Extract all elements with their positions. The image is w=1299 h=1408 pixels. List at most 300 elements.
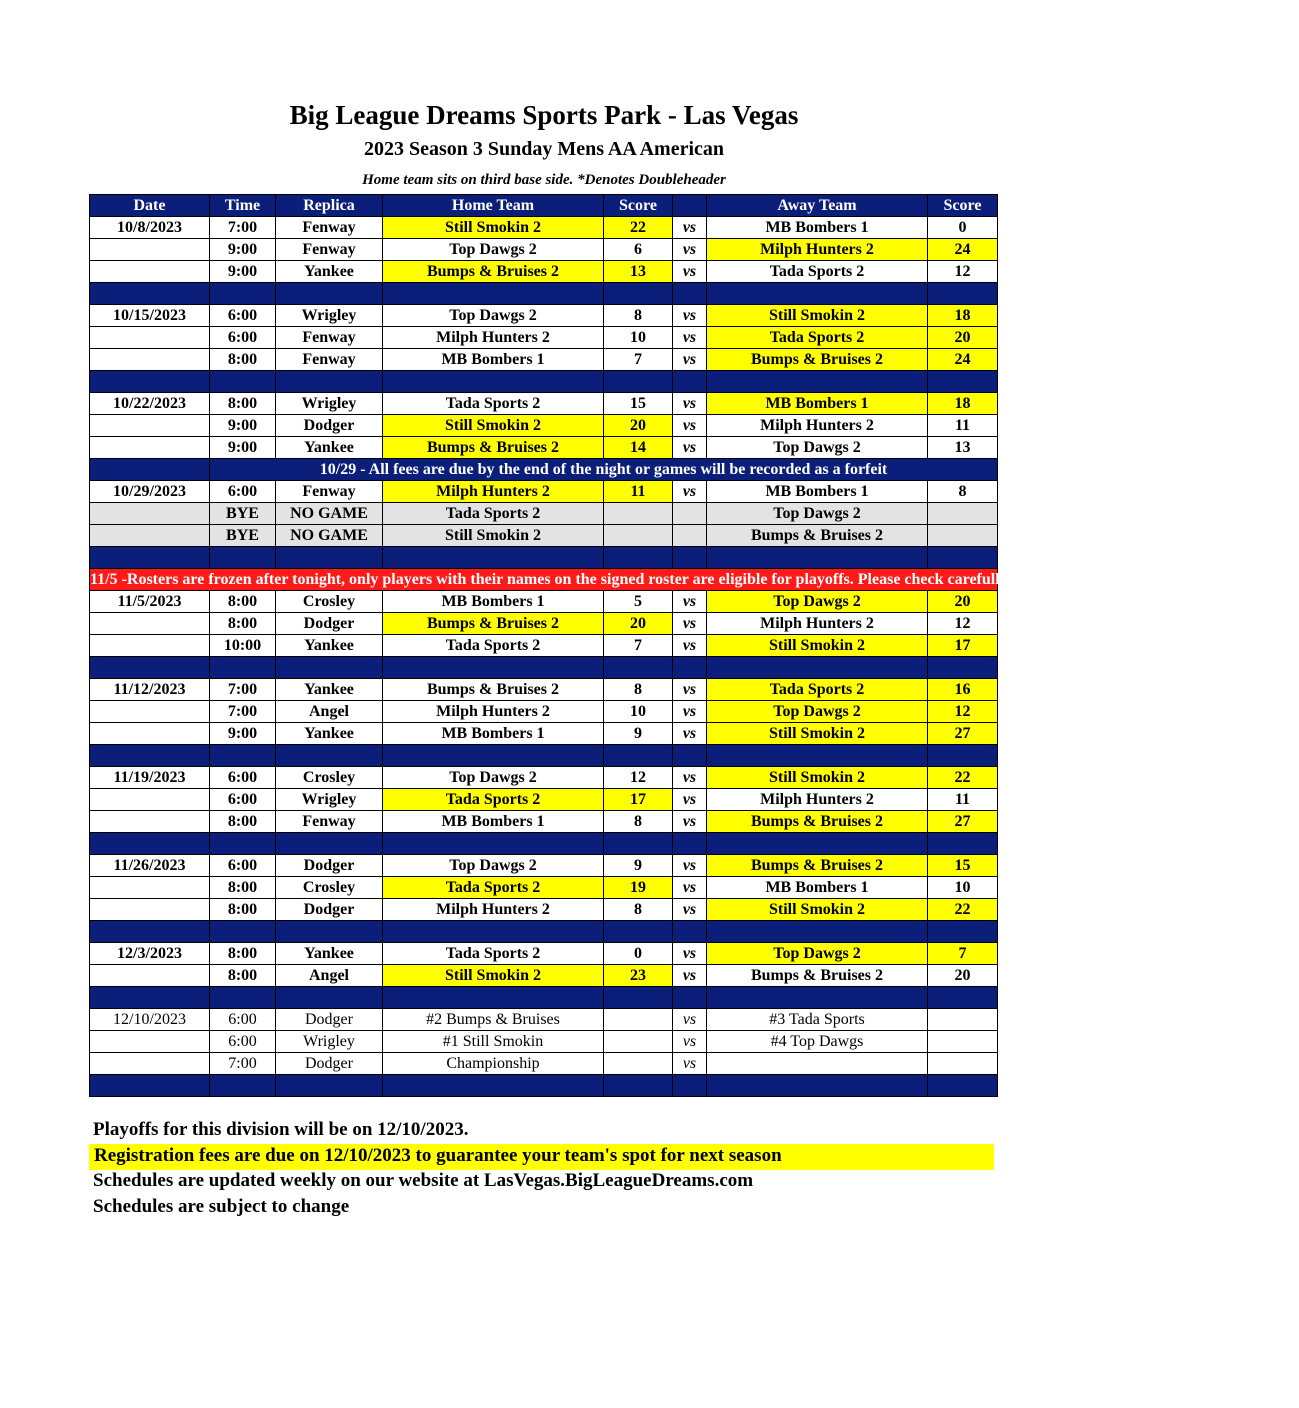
separator-cell bbox=[383, 833, 604, 855]
separator-cell bbox=[673, 283, 707, 305]
separator-cell bbox=[604, 283, 673, 305]
date-cell bbox=[90, 1053, 210, 1075]
home-score-cell: 11 bbox=[604, 481, 673, 503]
time-cell: 9:00 bbox=[210, 437, 276, 459]
away-score-cell: 15 bbox=[928, 855, 998, 877]
separator-cell bbox=[383, 987, 604, 1009]
home-team-cell: Milph Hunters 2 bbox=[383, 481, 604, 503]
game-row bbox=[90, 437, 998, 459]
date-cell bbox=[90, 899, 210, 921]
separator-cell bbox=[928, 371, 998, 393]
home-team-cell: Still Smokin 2 bbox=[383, 415, 604, 437]
home-score-cell: 22 bbox=[604, 217, 673, 239]
separator-cell bbox=[707, 283, 928, 305]
vs-cell: vs bbox=[673, 811, 707, 833]
vs-cell: vs bbox=[673, 679, 707, 701]
separator-cell bbox=[383, 921, 604, 943]
separator-cell bbox=[276, 547, 383, 569]
time-cell: 8:00 bbox=[210, 877, 276, 899]
vs-cell: vs bbox=[673, 1053, 707, 1075]
home-score-cell: 8 bbox=[604, 811, 673, 833]
game-row bbox=[90, 679, 998, 701]
home-score-cell: 9 bbox=[604, 723, 673, 745]
separator-cell bbox=[210, 547, 276, 569]
time-cell: 9:00 bbox=[210, 415, 276, 437]
game-row bbox=[90, 349, 998, 371]
separator-cell bbox=[210, 371, 276, 393]
home-score-cell: 20 bbox=[604, 415, 673, 437]
separator-row bbox=[90, 833, 998, 855]
replica-cell: Yankee bbox=[276, 723, 383, 745]
time-cell: 8:00 bbox=[210, 899, 276, 921]
home-team-cell: Bumps & Bruises 2 bbox=[383, 613, 604, 635]
away-team-cell: Tada Sports 2 bbox=[707, 261, 928, 283]
separator-cell bbox=[673, 745, 707, 767]
separator-cell bbox=[276, 1075, 383, 1097]
home-score-cell: 10 bbox=[604, 327, 673, 349]
home-team-cell: MB Bombers 1 bbox=[383, 591, 604, 613]
game-row bbox=[90, 393, 998, 415]
separator-row bbox=[90, 1075, 998, 1097]
home-score-cell: 14 bbox=[604, 437, 673, 459]
away-team-cell: Milph Hunters 2 bbox=[707, 789, 928, 811]
header-date: Date bbox=[90, 195, 210, 217]
date-cell bbox=[90, 789, 210, 811]
home-team-cell: Milph Hunters 2 bbox=[383, 899, 604, 921]
away-team-cell: Bumps & Bruises 2 bbox=[707, 349, 928, 371]
time-cell: 6:00 bbox=[210, 481, 276, 503]
away-team-cell: Bumps & Bruises 2 bbox=[707, 965, 928, 987]
away-team-cell: MB Bombers 1 bbox=[707, 877, 928, 899]
separator-cell bbox=[276, 921, 383, 943]
replica-cell: Crosley bbox=[276, 591, 383, 613]
time-cell: 6:00 bbox=[210, 767, 276, 789]
away-score-cell: 22 bbox=[928, 767, 998, 789]
home-team-cell: MB Bombers 1 bbox=[383, 811, 604, 833]
date-cell bbox=[90, 965, 210, 987]
vs-cell: vs bbox=[673, 481, 707, 503]
away-score-cell: 27 bbox=[928, 723, 998, 745]
playoff-row bbox=[90, 1009, 998, 1031]
time-cell: 6:00 bbox=[210, 1009, 276, 1031]
vs-cell: vs bbox=[673, 415, 707, 437]
time-cell: 8:00 bbox=[210, 393, 276, 415]
time-cell: BYE bbox=[210, 525, 276, 547]
away-score-cell: 0 bbox=[928, 217, 998, 239]
separator-cell bbox=[90, 657, 210, 679]
vs-cell: vs bbox=[673, 1031, 707, 1053]
alert-band-text: 11/5 -Rosters are frozen after tonight, only players with their names on the signed roster are eligible for playoffs. Please check carefully as changes will not be made for omissions. bbox=[90, 569, 998, 591]
game-row bbox=[90, 481, 998, 503]
notice-band-spacer bbox=[90, 459, 210, 481]
separator-cell bbox=[928, 283, 998, 305]
date-cell bbox=[90, 635, 210, 657]
time-cell: 7:00 bbox=[210, 701, 276, 723]
footer-change: Schedules are subject to change bbox=[93, 1196, 350, 1217]
vs-cell: vs bbox=[673, 943, 707, 965]
game-row bbox=[90, 899, 998, 921]
separator-cell bbox=[673, 833, 707, 855]
home-score-cell: 12 bbox=[604, 767, 673, 789]
away-score-cell: 7 bbox=[928, 943, 998, 965]
time-cell: 8:00 bbox=[210, 349, 276, 371]
home-score-cell bbox=[604, 1053, 673, 1075]
replica-cell: Dodger bbox=[276, 415, 383, 437]
replica-cell: NO GAME bbox=[276, 503, 383, 525]
date-cell bbox=[90, 701, 210, 723]
time-cell: 6:00 bbox=[210, 789, 276, 811]
vs-cell: vs bbox=[673, 261, 707, 283]
away-score-cell: 18 bbox=[928, 393, 998, 415]
date-cell: 11/26/2023 bbox=[90, 855, 210, 877]
home-team-cell: Tada Sports 2 bbox=[383, 393, 604, 415]
time-cell: 6:00 bbox=[210, 305, 276, 327]
game-row bbox=[90, 943, 998, 965]
home-score-cell: 19 bbox=[604, 877, 673, 899]
game-row bbox=[90, 965, 998, 987]
game-row bbox=[90, 701, 998, 723]
vs-cell: vs bbox=[673, 789, 707, 811]
away-team-cell: #4 Top Dawgs bbox=[707, 1031, 928, 1053]
separator-cell bbox=[928, 657, 998, 679]
away-score-cell: 8 bbox=[928, 481, 998, 503]
home-team-cell: Milph Hunters 2 bbox=[383, 327, 604, 349]
vs-cell: vs bbox=[673, 437, 707, 459]
vs-cell: vs bbox=[673, 701, 707, 723]
separator-cell bbox=[276, 371, 383, 393]
home-team-cell: Top Dawgs 2 bbox=[383, 239, 604, 261]
away-team-cell: Tada Sports 2 bbox=[707, 327, 928, 349]
separator-cell bbox=[604, 657, 673, 679]
away-team-cell: #3 Tada Sports bbox=[707, 1009, 928, 1031]
separator-cell bbox=[673, 921, 707, 943]
header-away-score: Score bbox=[928, 195, 998, 217]
vs-cell: vs bbox=[673, 723, 707, 745]
replica-cell: Dodger bbox=[276, 899, 383, 921]
separator-cell bbox=[707, 745, 928, 767]
separator-cell bbox=[673, 1075, 707, 1097]
away-team-cell: Bumps & Bruises 2 bbox=[707, 811, 928, 833]
date-cell: 10/15/2023 bbox=[90, 305, 210, 327]
vs-cell: vs bbox=[673, 239, 707, 261]
replica-cell: Yankee bbox=[276, 635, 383, 657]
header-replica: Replica bbox=[276, 195, 383, 217]
home-team-cell: Top Dawgs 2 bbox=[383, 767, 604, 789]
separator-cell bbox=[707, 921, 928, 943]
separator-cell bbox=[90, 987, 210, 1009]
date-cell: 12/10/2023 bbox=[90, 1009, 210, 1031]
replica-cell: Yankee bbox=[276, 943, 383, 965]
home-score-cell bbox=[604, 1031, 673, 1053]
separator-cell bbox=[383, 657, 604, 679]
away-team-cell: Tada Sports 2 bbox=[707, 679, 928, 701]
separator-cell bbox=[276, 987, 383, 1009]
separator-cell bbox=[210, 833, 276, 855]
date-cell: 10/8/2023 bbox=[90, 217, 210, 239]
separator-cell bbox=[383, 1075, 604, 1097]
away-score-cell: 16 bbox=[928, 679, 998, 701]
home-score-cell: 9 bbox=[604, 855, 673, 877]
page-subtitle: 2023 Season 3 Sunday Mens AA American bbox=[363, 138, 725, 160]
replica-cell: Dodger bbox=[276, 613, 383, 635]
date-cell bbox=[90, 613, 210, 635]
replica-cell: Dodger bbox=[276, 1009, 383, 1031]
vs-cell: vs bbox=[673, 965, 707, 987]
away-team-cell: Still Smokin 2 bbox=[707, 635, 928, 657]
separator-cell bbox=[928, 745, 998, 767]
home-team-cell: #1 Still Smokin bbox=[383, 1031, 604, 1053]
separator-cell bbox=[90, 921, 210, 943]
schedule-body bbox=[90, 217, 1299, 1097]
separator-cell bbox=[210, 921, 276, 943]
away-team-cell: Bumps & Bruises 2 bbox=[707, 525, 928, 547]
replica-cell: Fenway bbox=[276, 217, 383, 239]
separator-cell bbox=[604, 547, 673, 569]
replica-cell: Wrigley bbox=[276, 305, 383, 327]
schedule-note: Home team sits on third base side. *Denotes Doubleheader bbox=[362, 172, 726, 188]
separator-cell bbox=[90, 371, 210, 393]
home-team-cell: Championship bbox=[383, 1053, 604, 1075]
separator-cell bbox=[928, 1075, 998, 1097]
time-cell: 7:00 bbox=[210, 679, 276, 701]
home-score-cell: 7 bbox=[604, 635, 673, 657]
away-score-cell: 17 bbox=[928, 635, 998, 657]
notice-band-row bbox=[90, 459, 998, 481]
vs-cell: vs bbox=[673, 613, 707, 635]
away-team-cell: Milph Hunters 2 bbox=[707, 415, 928, 437]
separator-cell bbox=[707, 547, 928, 569]
away-team-cell: Top Dawgs 2 bbox=[707, 437, 928, 459]
separator-cell bbox=[210, 657, 276, 679]
separator-row bbox=[90, 657, 998, 679]
separator-cell bbox=[210, 745, 276, 767]
away-team-cell: Top Dawgs 2 bbox=[707, 503, 928, 525]
time-cell: 9:00 bbox=[210, 261, 276, 283]
home-team-cell: Tada Sports 2 bbox=[383, 503, 604, 525]
time-cell: 7:00 bbox=[210, 1053, 276, 1075]
away-team-cell: Top Dawgs 2 bbox=[707, 943, 928, 965]
vs-cell: vs bbox=[673, 591, 707, 613]
vs-cell: vs bbox=[673, 305, 707, 327]
time-cell: BYE bbox=[210, 503, 276, 525]
vs-cell bbox=[673, 503, 707, 525]
home-team-cell: Tada Sports 2 bbox=[383, 635, 604, 657]
home-team-cell: #2 Bumps & Bruises bbox=[383, 1009, 604, 1031]
date-cell: 10/22/2023 bbox=[90, 393, 210, 415]
schedule-table bbox=[89, 194, 1299, 1097]
game-row bbox=[90, 305, 998, 327]
replica-cell: Fenway bbox=[276, 327, 383, 349]
separator-cell bbox=[604, 371, 673, 393]
header-away-team: Away Team bbox=[707, 195, 928, 217]
game-row bbox=[90, 789, 998, 811]
game-row bbox=[90, 239, 998, 261]
separator-cell bbox=[604, 921, 673, 943]
away-score-cell: 22 bbox=[928, 899, 998, 921]
separator-cell bbox=[210, 283, 276, 305]
away-score-cell: 12 bbox=[928, 613, 998, 635]
game-row bbox=[90, 415, 998, 437]
home-score-cell: 8 bbox=[604, 679, 673, 701]
separator-cell bbox=[673, 547, 707, 569]
home-score-cell: 17 bbox=[604, 789, 673, 811]
game-row bbox=[90, 723, 998, 745]
date-cell bbox=[90, 239, 210, 261]
away-score-cell: 11 bbox=[928, 415, 998, 437]
replica-cell: Crosley bbox=[276, 877, 383, 899]
game-row bbox=[90, 613, 998, 635]
separator-cell bbox=[928, 921, 998, 943]
separator-cell bbox=[673, 657, 707, 679]
replica-cell: Yankee bbox=[276, 679, 383, 701]
replica-cell: Wrigley bbox=[276, 1031, 383, 1053]
date-cell: 12/3/2023 bbox=[90, 943, 210, 965]
date-cell: 10/29/2023 bbox=[90, 481, 210, 503]
home-team-cell: MB Bombers 1 bbox=[383, 723, 604, 745]
home-team-cell: Still Smokin 2 bbox=[383, 217, 604, 239]
home-team-cell: Bumps & Bruises 2 bbox=[383, 679, 604, 701]
separator-cell bbox=[90, 745, 210, 767]
separator-cell bbox=[928, 547, 998, 569]
header-home-team: Home Team bbox=[383, 195, 604, 217]
away-score-cell: 24 bbox=[928, 239, 998, 261]
separator-cell bbox=[383, 371, 604, 393]
footer-playoffs: Playoffs for this division will be on 12/10/2023. bbox=[93, 1119, 469, 1140]
time-cell: 6:00 bbox=[210, 327, 276, 349]
away-score-cell bbox=[928, 525, 998, 547]
replica-cell: Fenway bbox=[276, 349, 383, 371]
playoff-row bbox=[90, 1031, 998, 1053]
separator-cell bbox=[604, 987, 673, 1009]
bye-row bbox=[90, 525, 998, 547]
time-cell: 6:00 bbox=[210, 1031, 276, 1053]
separator-cell bbox=[604, 1075, 673, 1097]
separator-cell bbox=[90, 547, 210, 569]
date-cell bbox=[90, 723, 210, 745]
game-row bbox=[90, 855, 998, 877]
replica-cell: Fenway bbox=[276, 481, 383, 503]
separator-cell bbox=[90, 283, 210, 305]
notice-band-text: 10/29 - All fees are due by the end of the night or games will be recorded as a forfeit bbox=[210, 459, 998, 481]
game-row bbox=[90, 217, 998, 239]
home-team-cell: Tada Sports 2 bbox=[383, 943, 604, 965]
date-cell bbox=[90, 261, 210, 283]
home-score-cell bbox=[604, 525, 673, 547]
time-cell: 8:00 bbox=[210, 811, 276, 833]
separator-cell bbox=[673, 371, 707, 393]
header-home-score: Score bbox=[604, 195, 673, 217]
game-row bbox=[90, 327, 998, 349]
separator-cell bbox=[707, 987, 928, 1009]
away-team-cell: MB Bombers 1 bbox=[707, 393, 928, 415]
vs-cell: vs bbox=[673, 349, 707, 371]
away-team-cell bbox=[707, 1053, 928, 1075]
footer-registration: Registration fees are due on 12/10/2023 to guarantee your team's spot for next season bbox=[89, 1144, 994, 1170]
separator-cell bbox=[90, 833, 210, 855]
home-score-cell: 5 bbox=[604, 591, 673, 613]
away-score-cell: 18 bbox=[928, 305, 998, 327]
replica-cell: Dodger bbox=[276, 855, 383, 877]
home-score-cell bbox=[604, 503, 673, 525]
date-cell bbox=[90, 327, 210, 349]
game-row bbox=[90, 261, 998, 283]
separator-cell bbox=[276, 283, 383, 305]
away-score-cell: 12 bbox=[928, 261, 998, 283]
game-row bbox=[90, 811, 998, 833]
separator-cell bbox=[383, 283, 604, 305]
vs-cell: vs bbox=[673, 327, 707, 349]
date-cell: 11/19/2023 bbox=[90, 767, 210, 789]
away-score-cell bbox=[928, 1053, 998, 1075]
vs-cell: vs bbox=[673, 877, 707, 899]
alert-band-row bbox=[90, 569, 998, 591]
separator-cell bbox=[604, 745, 673, 767]
replica-cell: Crosley bbox=[276, 767, 383, 789]
replica-cell: Dodger bbox=[276, 1053, 383, 1075]
replica-cell: Wrigley bbox=[276, 789, 383, 811]
time-cell: 8:00 bbox=[210, 943, 276, 965]
date-cell bbox=[90, 503, 210, 525]
separator-cell bbox=[673, 987, 707, 1009]
vs-cell: vs bbox=[673, 635, 707, 657]
time-cell: 8:00 bbox=[210, 591, 276, 613]
date-cell bbox=[90, 877, 210, 899]
home-team-cell: MB Bombers 1 bbox=[383, 349, 604, 371]
header-row bbox=[90, 195, 998, 217]
separator-row bbox=[90, 987, 998, 1009]
away-team-cell: Still Smokin 2 bbox=[707, 899, 928, 921]
separator-cell bbox=[90, 1075, 210, 1097]
separator-cell bbox=[383, 547, 604, 569]
vs-cell bbox=[673, 525, 707, 547]
vs-cell: vs bbox=[673, 217, 707, 239]
vs-cell: vs bbox=[673, 393, 707, 415]
date-cell bbox=[90, 415, 210, 437]
playoff-row bbox=[90, 1053, 998, 1075]
date-cell bbox=[90, 437, 210, 459]
separator-cell bbox=[604, 833, 673, 855]
date-cell bbox=[90, 349, 210, 371]
away-team-cell: MB Bombers 1 bbox=[707, 217, 928, 239]
away-team-cell: Still Smokin 2 bbox=[707, 767, 928, 789]
header-vs bbox=[673, 195, 707, 217]
time-cell: 7:00 bbox=[210, 217, 276, 239]
date-cell bbox=[90, 525, 210, 547]
away-team-cell: Milph Hunters 2 bbox=[707, 613, 928, 635]
separator-cell bbox=[210, 987, 276, 1009]
home-score-cell: 0 bbox=[604, 943, 673, 965]
away-team-cell: Still Smokin 2 bbox=[707, 305, 928, 327]
away-team-cell: MB Bombers 1 bbox=[707, 481, 928, 503]
away-score-cell bbox=[928, 1031, 998, 1053]
time-cell: 8:00 bbox=[210, 613, 276, 635]
separator-cell bbox=[383, 745, 604, 767]
home-score-cell bbox=[604, 1009, 673, 1031]
home-score-cell: 15 bbox=[604, 393, 673, 415]
vs-cell: vs bbox=[673, 855, 707, 877]
separator-row bbox=[90, 547, 998, 569]
replica-cell: Angel bbox=[276, 701, 383, 723]
home-score-cell: 13 bbox=[604, 261, 673, 283]
home-team-cell: Still Smokin 2 bbox=[383, 525, 604, 547]
away-score-cell: 24 bbox=[928, 349, 998, 371]
home-team-cell: Top Dawgs 2 bbox=[383, 855, 604, 877]
replica-cell: Wrigley bbox=[276, 393, 383, 415]
home-team-cell: Bumps & Bruises 2 bbox=[383, 261, 604, 283]
away-team-cell: Milph Hunters 2 bbox=[707, 239, 928, 261]
home-team-cell: Milph Hunters 2 bbox=[383, 701, 604, 723]
away-score-cell: 20 bbox=[928, 965, 998, 987]
